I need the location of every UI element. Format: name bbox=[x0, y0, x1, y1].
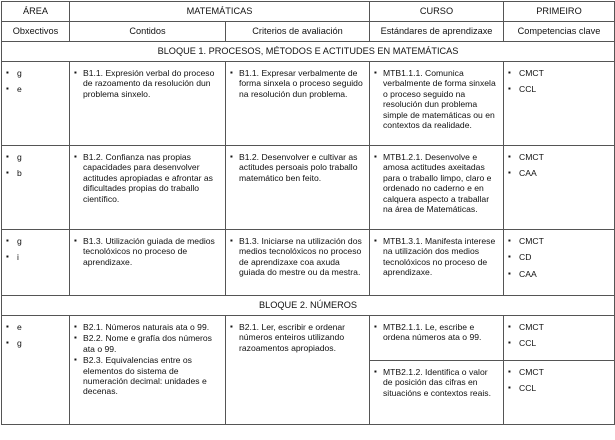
table-row bbox=[2, 316, 615, 361]
list-item: ▪ CAA bbox=[508, 269, 610, 279]
list-item: ▪ CCL bbox=[508, 383, 610, 393]
list-item: ▪ B1.3. Iniciarse na utilización dos medios tecnolóxicos no proceso de aprendizaxe coa axuda guiada do mestre ou da mestra. bbox=[230, 236, 365, 278]
list-item: ▪ MTB2.1.1. Le, escribe e ordena números ata o 99. bbox=[374, 322, 499, 343]
list-item: ▪ B1.3. Utilización guiada de medios tecnolóxicos no proceso de aprendizaxe. bbox=[74, 236, 221, 267]
list-item: ▪ CMCT bbox=[508, 236, 610, 246]
header-subject: MATEMÁTICAS bbox=[70, 2, 370, 22]
content-cell bbox=[70, 146, 226, 230]
competences-cell bbox=[504, 230, 615, 296]
header-area: ÁREA bbox=[2, 2, 70, 22]
objectives-cell bbox=[2, 316, 70, 425]
list-item: ▪ CMCT bbox=[508, 367, 610, 377]
criteria-cell bbox=[226, 62, 370, 146]
list-item: ▪ g bbox=[6, 152, 65, 162]
objectives-cell bbox=[2, 230, 70, 296]
competences-cell bbox=[504, 62, 615, 146]
header-course-label: CURSO bbox=[370, 2, 504, 22]
criteria-cell bbox=[226, 146, 370, 230]
list-item: ▪ B1.2. Desenvolver e cultivar as actitudes persoais polo traballo matemático ben feito. bbox=[230, 152, 365, 183]
header-course-value: PRIMEIRO bbox=[504, 2, 615, 22]
list-item: ▪ g bbox=[6, 338, 65, 348]
objectives-cell bbox=[2, 62, 70, 146]
col-content: Contidos bbox=[70, 22, 226, 42]
col-standards: Estándares de aprendizaxe bbox=[370, 22, 504, 42]
competences-cell bbox=[504, 360, 615, 424]
block-1-row bbox=[2, 42, 615, 62]
header-row-2 bbox=[2, 22, 615, 42]
content-cell bbox=[70, 230, 226, 296]
col-objectives: Obxectivos bbox=[2, 22, 70, 42]
list-item: ▪ MTB1.1.1. Comunica verbalmente de forma sinxela o proceso seguido na resolución dun problema simple de matemáticas ou en contextos da realidade. bbox=[374, 68, 499, 130]
block-2-title: BLOQUE 2. NÚMEROS bbox=[2, 296, 615, 316]
list-item: ▪ B1.1. Expresar verbalmente de forma sinxela o proceso seguido na resolución dun problema. bbox=[230, 68, 365, 99]
list-item: ▪ MTB1.3.1. Manifesta interese na utilización dos medios tecnolóxicos no proceso de aprendizaxe. bbox=[374, 236, 499, 278]
list-item: ▪ e bbox=[6, 322, 65, 332]
list-item: ▪ B2.2. Nome e grafía dos números ata o 99. bbox=[74, 333, 221, 354]
table-row bbox=[2, 62, 615, 146]
list-item: ▪ CCL bbox=[508, 84, 610, 94]
list-item: ▪ B2.3. Equivalencias entre os elementos do sistema de numeración decimal: unidades e decenas. bbox=[74, 355, 221, 397]
criteria-cell bbox=[226, 230, 370, 296]
standards-cell bbox=[370, 146, 504, 230]
content-cell bbox=[70, 62, 226, 146]
standards-cell bbox=[370, 360, 504, 424]
list-item: ▪ g bbox=[6, 236, 65, 246]
list-item: ▪ CMCT bbox=[508, 68, 610, 78]
objectives-cell bbox=[2, 146, 70, 230]
competences-cell bbox=[504, 316, 615, 361]
curriculum-table bbox=[1, 1, 615, 425]
header-row-1 bbox=[2, 2, 615, 22]
list-item: ▪ MTB2.1.2. Identifica o valor de posición das cifras en situacións e contextos reais. bbox=[374, 367, 499, 398]
standards-cell bbox=[370, 62, 504, 146]
standards-cell bbox=[370, 230, 504, 296]
list-item: ▪ MTB1.2.1. Desenvolve e amosa actitudes axeitadas para o traballo limpo, claro e ordenado no caderno e en calquera aspecto a traballar na área de Matemáticas. bbox=[374, 152, 499, 214]
col-criteria: Criterios de avaliación bbox=[226, 22, 370, 42]
list-item: ▪ e bbox=[6, 84, 65, 94]
block-2-row bbox=[2, 296, 615, 316]
list-item: ▪ i bbox=[6, 252, 65, 262]
table-row bbox=[2, 146, 615, 230]
col-competences: Competencias clave bbox=[504, 22, 615, 42]
criteria-cell bbox=[226, 316, 370, 425]
list-item: ▪ b bbox=[6, 168, 65, 178]
list-item: ▪ g bbox=[6, 68, 65, 78]
list-item: ▪ B2.1. Ler, escribir e ordenar números enteiros utilizando razoamentos apropiados. bbox=[230, 322, 365, 353]
list-item: ▪ B1.2. Confianza nas propias capacidades para desenvolver actitudes apropiadas e afrontar as dificultades propias do traballo científico. bbox=[74, 152, 221, 204]
list-item: ▪ CAA bbox=[508, 168, 610, 178]
list-item: ▪ CCL bbox=[508, 338, 610, 348]
list-item: ▪ CD bbox=[508, 252, 610, 262]
table-row bbox=[2, 230, 615, 296]
competences-cell bbox=[504, 146, 615, 230]
list-item: ▪ CMCT bbox=[508, 152, 610, 162]
list-item: ▪ B1.1. Expresión verbal do proceso de razoamento da resolución dun problema sinxelo. bbox=[74, 68, 221, 99]
standards-cell bbox=[370, 316, 504, 361]
list-item: ▪ CMCT bbox=[508, 322, 610, 332]
content-cell bbox=[70, 316, 226, 425]
list-item: ▪ B2.1. Números naturais ata o 99. bbox=[74, 322, 221, 332]
block-1-title: BLOQUE 1. PROCESOS, MÉTODOS E ACTITUDES EN MATEMÁTICAS bbox=[2, 42, 615, 62]
